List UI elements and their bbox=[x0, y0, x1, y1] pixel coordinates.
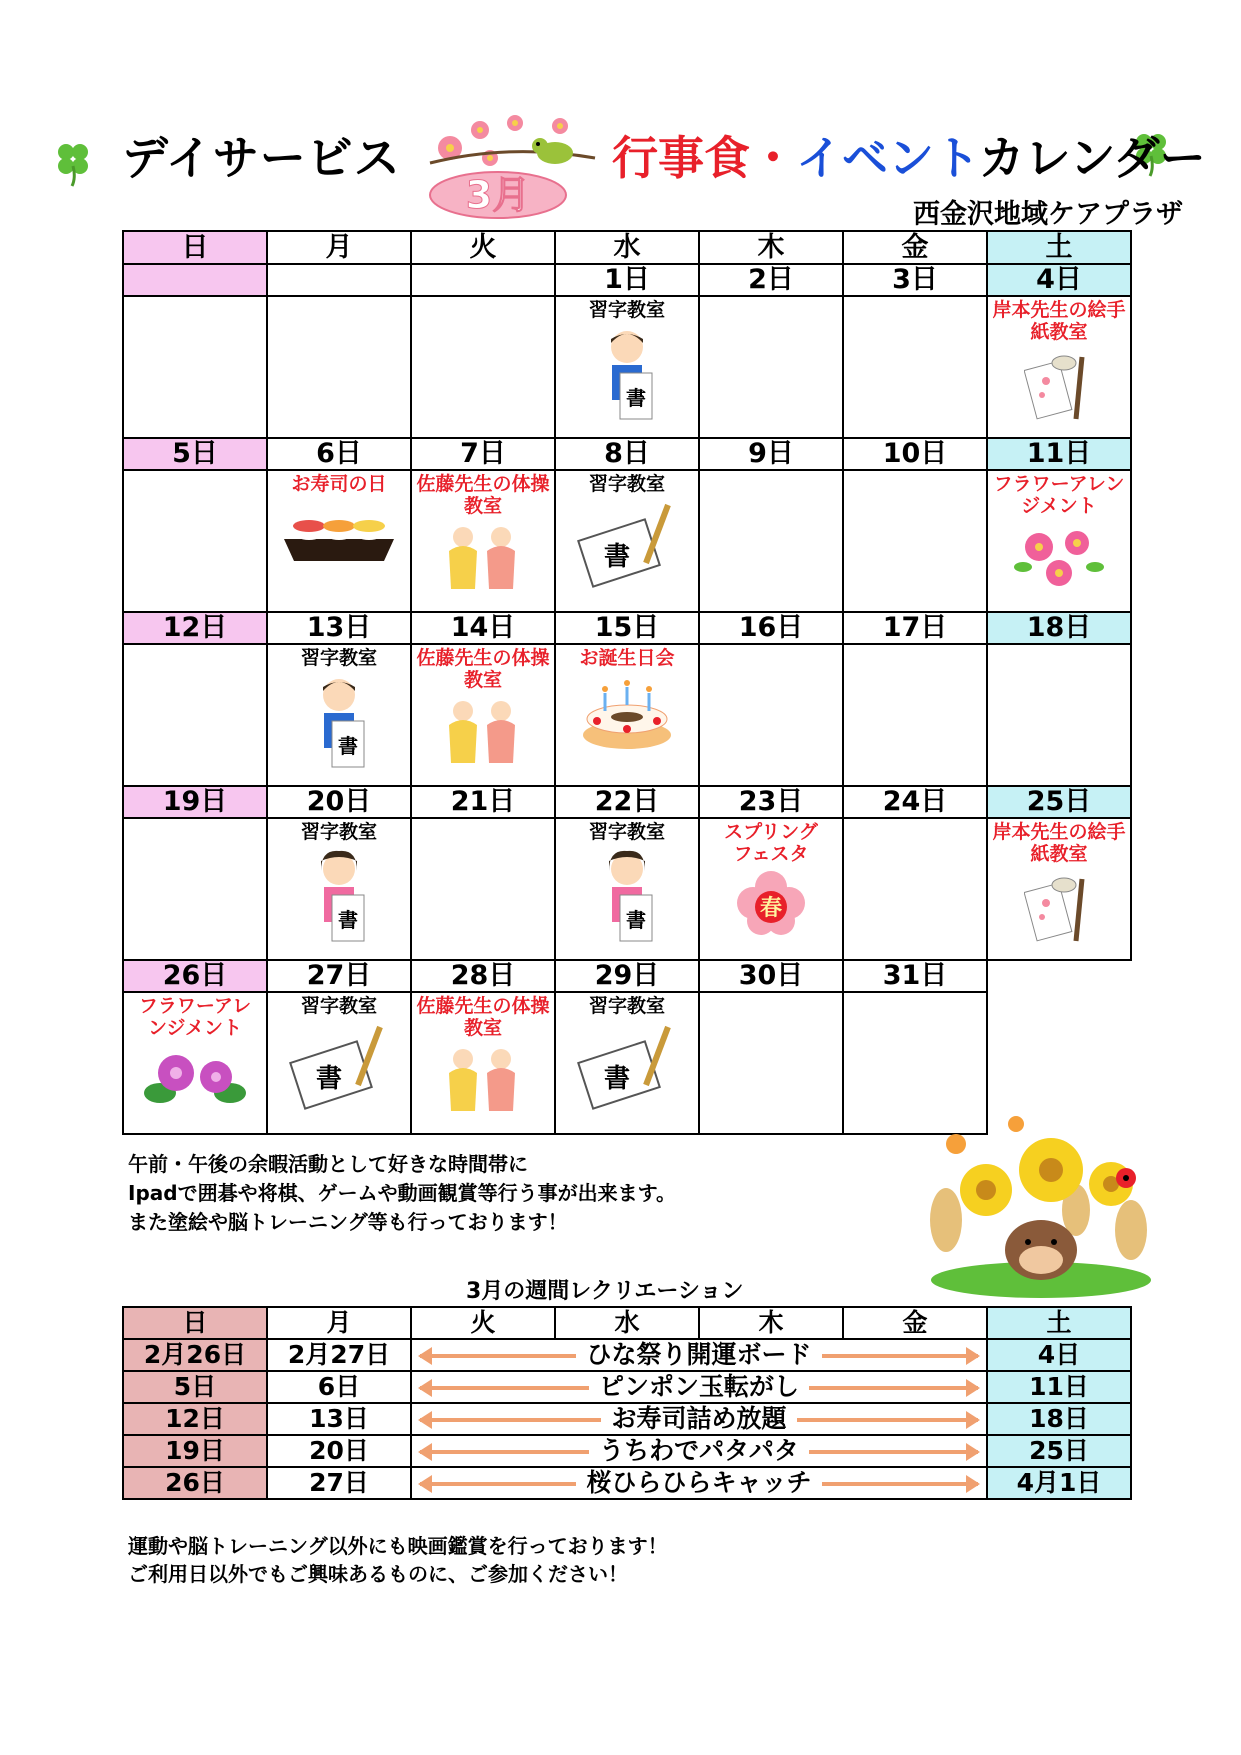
date-cell: 1日 bbox=[555, 264, 699, 296]
rec-mon: 20日 bbox=[267, 1435, 411, 1467]
rec-sat: 18日 bbox=[987, 1403, 1131, 1435]
rec-sun: 12日 bbox=[123, 1403, 267, 1435]
recreation-title: 3月の週間レクリエーション bbox=[466, 1279, 744, 1304]
date-row bbox=[123, 438, 1131, 470]
date-cell: 23日 bbox=[699, 786, 843, 818]
date-cell: 11日 bbox=[987, 438, 1131, 470]
date-cell: 3日 bbox=[843, 264, 987, 296]
activity-label: 桜ひらひらキャッチ bbox=[576, 1468, 821, 1497]
weekday-sat: 土 bbox=[987, 231, 1131, 264]
date-cell: 10日 bbox=[843, 438, 987, 470]
weekday-tue: 火 bbox=[411, 231, 555, 264]
rec-sat: 25日 bbox=[987, 1435, 1131, 1467]
event-cell bbox=[699, 992, 843, 1134]
event-cell bbox=[555, 818, 699, 960]
date-cell: 28日 bbox=[411, 960, 555, 992]
event-cell bbox=[555, 296, 699, 438]
spring-label: 春 bbox=[759, 896, 783, 921]
event-cell bbox=[267, 992, 411, 1134]
weekday-header-row bbox=[123, 231, 1131, 264]
title-part-2: イベント bbox=[796, 131, 979, 185]
rec-header-sat: 土 bbox=[987, 1307, 1131, 1339]
date-cell: 20日 bbox=[267, 786, 411, 818]
event-label: 習字教室 bbox=[300, 821, 377, 843]
event-label: フラワーアレンジメント bbox=[138, 995, 252, 1039]
date-cell: 30日 bbox=[699, 960, 843, 992]
date-cell: 16日 bbox=[699, 612, 843, 644]
calligraphy-brush-icon bbox=[284, 1021, 394, 1111]
rec-activity bbox=[411, 1403, 987, 1435]
note-line: 運動や脳トレーニング以外にも映画鑑賞を行っております！ bbox=[128, 1534, 668, 1558]
rec-activity bbox=[411, 1467, 987, 1499]
date-cell: 8日 bbox=[555, 438, 699, 470]
pink-flowers-icon bbox=[1009, 521, 1109, 591]
event-cell bbox=[411, 296, 555, 438]
date-row bbox=[123, 960, 1131, 992]
event-cell bbox=[699, 470, 843, 612]
date-row bbox=[123, 264, 1131, 296]
event-cell bbox=[123, 992, 267, 1134]
table-row bbox=[123, 1435, 1131, 1467]
date-cell: 22日 bbox=[555, 786, 699, 818]
event-calendar bbox=[122, 230, 1132, 1135]
calligraphy-girl-icon bbox=[304, 847, 374, 947]
event-label: 習字教室 bbox=[588, 995, 665, 1017]
date-cell: 4日 bbox=[987, 264, 1131, 296]
activity-note bbox=[128, 1150, 676, 1237]
date-cell: 13日 bbox=[267, 612, 411, 644]
table-row bbox=[123, 1467, 1131, 1499]
exercise-seniors-icon bbox=[433, 695, 533, 765]
date-row bbox=[123, 786, 1131, 818]
exercise-seniors-icon bbox=[433, 1043, 533, 1113]
event-label: 習字教室 bbox=[300, 995, 377, 1017]
birthday-cake-icon bbox=[577, 673, 677, 753]
table-row bbox=[123, 1403, 1131, 1435]
rec-mon: 27日 bbox=[267, 1467, 411, 1499]
date-cell: 18日 bbox=[987, 612, 1131, 644]
date-cell: 6日 bbox=[267, 438, 411, 470]
rec-sat: 4月1日 bbox=[987, 1467, 1131, 1499]
date-cell: 29日 bbox=[555, 960, 699, 992]
date-cell: 26日 bbox=[123, 960, 267, 992]
clover-icon bbox=[50, 138, 96, 188]
spring-flower-icon bbox=[721, 869, 821, 939]
event-cell bbox=[123, 296, 267, 438]
title-part-1: 行事食・ bbox=[612, 131, 796, 185]
svg-text:書: 書 bbox=[603, 542, 631, 572]
table-row bbox=[123, 1339, 1131, 1371]
event-cell bbox=[987, 818, 1131, 960]
rec-mon: 2月27日 bbox=[267, 1339, 411, 1371]
rec-header-fri: 金 bbox=[843, 1307, 987, 1339]
recreation-header-row bbox=[123, 1307, 1131, 1339]
event-row bbox=[123, 470, 1131, 612]
svg-text:書: 書 bbox=[626, 386, 646, 410]
event-row bbox=[123, 644, 1131, 786]
note-line: Ipadで囲碁や将棋、ゲームや動画観賞等行う事が出来ます。 bbox=[128, 1181, 676, 1205]
sunflower-mole-illustration bbox=[926, 1110, 1156, 1300]
date-cell: 19日 bbox=[123, 786, 267, 818]
event-cell bbox=[411, 470, 555, 612]
organization-name: 西金沢地域ケアプラザ bbox=[913, 199, 1183, 230]
rec-mon: 6日 bbox=[267, 1371, 411, 1403]
event-label: 岸本先生の絵手紙教室 bbox=[992, 299, 1126, 343]
date-cell bbox=[411, 264, 555, 296]
svg-text:書: 書 bbox=[315, 1064, 343, 1094]
painted-letter-icon bbox=[1024, 869, 1094, 949]
rec-header-mon: 月 bbox=[267, 1307, 411, 1339]
date-cell bbox=[267, 264, 411, 296]
movie-note bbox=[128, 1532, 668, 1588]
note-line: 午前・午後の余暇活動として好きな時間帯に bbox=[128, 1152, 528, 1176]
date-cell: 17日 bbox=[843, 612, 987, 644]
date-cell: 9日 bbox=[699, 438, 843, 470]
calligraphy-brush-icon bbox=[572, 1021, 682, 1111]
note-line: また塗絵や脳トレーニング等も行っております！ bbox=[128, 1210, 568, 1234]
event-cell bbox=[411, 644, 555, 786]
event-label: 習字教室 bbox=[300, 647, 377, 669]
event-cell bbox=[987, 470, 1131, 612]
event-label: スプリングフェスタ bbox=[724, 821, 818, 865]
activity-label: うちわでパタパタ bbox=[589, 1436, 809, 1465]
painted-letter-icon bbox=[1024, 347, 1094, 427]
event-label: 佐藤先生の体操教室 bbox=[416, 995, 550, 1039]
event-label: 佐藤先生の体操教室 bbox=[416, 647, 550, 691]
event-label: 習字教室 bbox=[588, 299, 665, 321]
event-cell bbox=[555, 644, 699, 786]
event-cell bbox=[267, 818, 411, 960]
svg-text:書: 書 bbox=[338, 734, 358, 758]
event-cell bbox=[411, 818, 555, 960]
rec-header-sun: 日 bbox=[123, 1307, 267, 1339]
title-event-calendar bbox=[612, 122, 1206, 188]
purple-flowers-icon bbox=[140, 1043, 250, 1113]
sushi-icon bbox=[279, 499, 399, 569]
svg-text:書: 書 bbox=[626, 908, 646, 932]
weekday-fri: 金 bbox=[843, 231, 987, 264]
rec-activity bbox=[411, 1339, 987, 1371]
event-cell bbox=[843, 296, 987, 438]
weekly-recreation-table bbox=[122, 1306, 1132, 1500]
activity-label: お寿司詰め放題 bbox=[601, 1404, 796, 1433]
rec-sun: 2月26日 bbox=[123, 1339, 267, 1371]
event-cell bbox=[987, 296, 1131, 438]
date-cell: 27日 bbox=[267, 960, 411, 992]
rec-sun: 19日 bbox=[123, 1435, 267, 1467]
event-label: 岸本先生の絵手紙教室 bbox=[992, 821, 1126, 865]
rec-header-thu: 木 bbox=[699, 1307, 843, 1339]
empty-cell bbox=[987, 960, 1131, 992]
date-row bbox=[123, 612, 1131, 644]
event-row bbox=[123, 296, 1131, 438]
date-cell: 14日 bbox=[411, 612, 555, 644]
calligraphy-brush-icon bbox=[572, 499, 682, 589]
event-cell bbox=[843, 644, 987, 786]
rec-mon: 13日 bbox=[267, 1403, 411, 1435]
weekday-mon: 月 bbox=[267, 231, 411, 264]
date-cell: 31日 bbox=[843, 960, 987, 992]
calligraphy-boy-icon bbox=[304, 673, 374, 773]
date-cell: 25日 bbox=[987, 786, 1131, 818]
event-cell bbox=[987, 644, 1131, 786]
calligraphy-girl-icon bbox=[592, 847, 662, 947]
rec-sun: 5日 bbox=[123, 1371, 267, 1403]
table-row bbox=[123, 1371, 1131, 1403]
event-cell bbox=[267, 296, 411, 438]
event-cell bbox=[123, 644, 267, 786]
event-label: お寿司の日 bbox=[291, 473, 387, 495]
date-cell: 5日 bbox=[123, 438, 267, 470]
event-cell bbox=[123, 818, 267, 960]
event-label: 習字教室 bbox=[588, 473, 665, 495]
event-cell bbox=[555, 470, 699, 612]
event-label: フラワーアレンジメント bbox=[993, 473, 1125, 517]
date-cell: 2日 bbox=[699, 264, 843, 296]
event-cell bbox=[699, 644, 843, 786]
rec-activity bbox=[411, 1371, 987, 1403]
event-label: 習字教室 bbox=[588, 821, 665, 843]
activity-label: ピンポン玉転がし bbox=[589, 1372, 809, 1401]
date-cell bbox=[123, 264, 267, 296]
weekday-wed: 水 bbox=[555, 231, 699, 264]
event-cell bbox=[411, 992, 555, 1134]
month-label: 3月 bbox=[465, 173, 531, 217]
rec-header-wed: 水 bbox=[555, 1307, 699, 1339]
svg-text:書: 書 bbox=[603, 1064, 631, 1094]
event-label: 佐藤先生の体操教室 bbox=[416, 473, 550, 517]
rec-sat: 11日 bbox=[987, 1371, 1131, 1403]
calligraphy-boy-icon bbox=[592, 325, 662, 425]
activity-label: ひな祭り開運ボード bbox=[576, 1340, 821, 1369]
event-cell bbox=[843, 470, 987, 612]
event-cell bbox=[123, 470, 267, 612]
rec-sat: 4日 bbox=[987, 1339, 1131, 1371]
title-part-3: カレンダー bbox=[978, 131, 1206, 185]
event-cell bbox=[267, 470, 411, 612]
event-cell bbox=[267, 644, 411, 786]
weekday-thu: 木 bbox=[699, 231, 843, 264]
date-cell: 7日 bbox=[411, 438, 555, 470]
rec-header-tue: 火 bbox=[411, 1307, 555, 1339]
event-cell bbox=[699, 296, 843, 438]
rec-activity bbox=[411, 1435, 987, 1467]
date-cell: 21日 bbox=[411, 786, 555, 818]
weekday-sun: 日 bbox=[123, 231, 267, 264]
note-line: ご利用日以外でもご興味あるものに、ご参加ください！ bbox=[128, 1562, 628, 1586]
event-label: お誕生日会 bbox=[579, 647, 675, 669]
date-cell: 12日 bbox=[123, 612, 267, 644]
rec-sun: 26日 bbox=[123, 1467, 267, 1499]
event-cell bbox=[699, 818, 843, 960]
event-cell bbox=[555, 992, 699, 1134]
date-cell: 24日 bbox=[843, 786, 987, 818]
exercise-seniors-icon bbox=[433, 521, 533, 591]
event-row bbox=[123, 818, 1131, 960]
svg-text:書: 書 bbox=[338, 908, 358, 932]
event-cell bbox=[843, 818, 987, 960]
title-day-service: デイサービス bbox=[122, 131, 401, 185]
date-cell: 15日 bbox=[555, 612, 699, 644]
